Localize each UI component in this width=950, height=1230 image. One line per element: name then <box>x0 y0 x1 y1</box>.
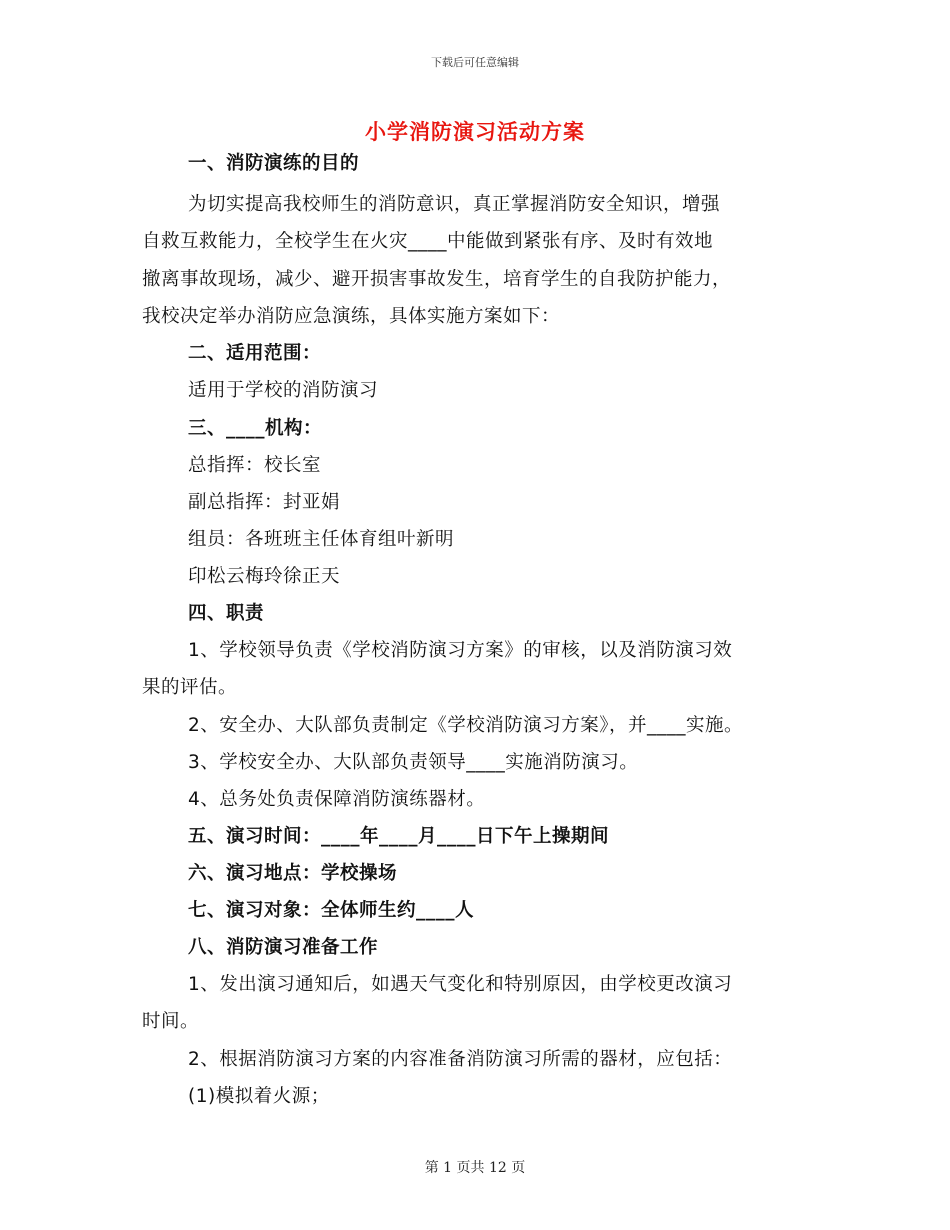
paragraph-line: 果的评估。 <box>142 677 238 698</box>
section-heading: 五、演习时间：____年____月____日下午上操期间 <box>188 826 610 847</box>
paragraph-line: 2、安全办、大队部负责制定《学校消防演习方案》，并____实施。 <box>188 715 744 736</box>
paragraph-line: 时间。 <box>142 1011 200 1032</box>
section-heading: 一、消防演练的目的 <box>188 153 360 174</box>
paragraph-line: 适用于学校的消防演习 <box>188 380 379 401</box>
paragraph-line: 印松云梅玲徐正天 <box>188 566 341 587</box>
section-heading: 八、消防演习准备工作 <box>188 937 379 958</box>
paragraph-line: 组员：各班班主任体育组叶新明 <box>188 529 455 550</box>
paragraph-line: 4、总务处负责保障消防演练器材。 <box>188 789 486 810</box>
paragraph-line: 自救互救能力，全校学生在火灾____中能做到紧张有序、及时有效地 <box>142 231 714 252</box>
paragraph-line: (1)模拟着火源； <box>188 1086 330 1107</box>
section-heading: 三、____机构： <box>188 418 323 439</box>
section-heading: 二、适用范围： <box>188 343 322 364</box>
section-heading: 六、演习地点：学校操场 <box>188 863 398 884</box>
paragraph-line: 撤离事故现场，减少、避开损害事故发生，培育学生的自我防护能力， <box>142 269 732 290</box>
paragraph-line: 为切实提高我校师生的消防意识，真正掌握消防安全知识，增强 <box>188 194 721 215</box>
paragraph-line: 总指挥：校长室 <box>188 455 322 476</box>
paragraph-line: 副总指挥：封亚娟 <box>188 492 341 513</box>
header-note: 下载后可任意编辑 <box>431 56 519 69</box>
paragraph-line: 1、发出演习通知后，如遇天气变化和特别原因，由学校更改演习 <box>188 974 733 995</box>
section-heading: 七、演习对象：全体师生约____人 <box>188 900 475 921</box>
document-title: 小学消防演习活动方案 <box>365 120 585 144</box>
paragraph-line: 2、根据消防演习方案的内容准备消防演习所需的器材，应包括： <box>188 1049 733 1070</box>
paragraph-line: 3、学校安全办、大队部负责领导____实施消防演习。 <box>188 752 639 773</box>
paragraph-line: 1、学校领导负责《学校消防演习方案》的审核，以及消防演习效 <box>188 640 733 661</box>
section-heading: 四、职责 <box>188 603 265 624</box>
paragraph-line: 我校决定举办消防应急演练，具体实施方案如下： <box>142 306 561 327</box>
page-footer: 第 1 页共 12 页 <box>424 1160 526 1176</box>
